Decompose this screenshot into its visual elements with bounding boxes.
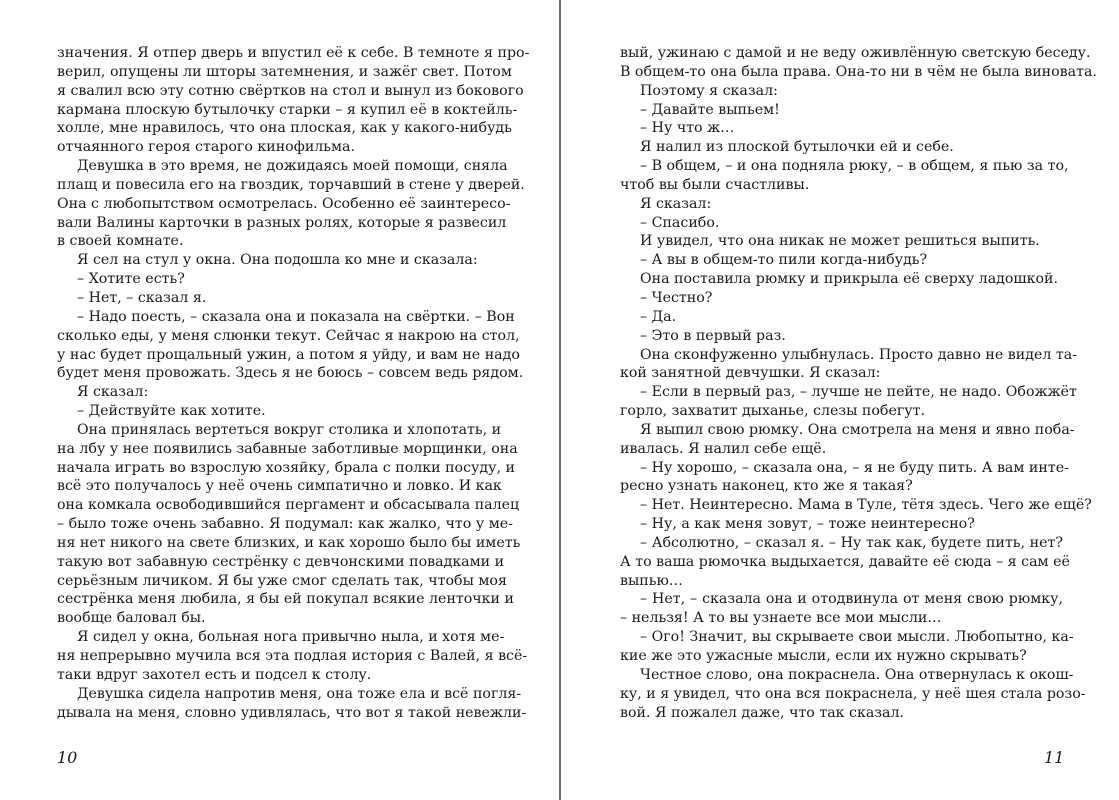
- text-line: она комкала освободившийся пергамент и обсасывала палец: [57, 497, 520, 514]
- text-line: – Давайте выпьем!: [640, 101, 780, 118]
- text-line: чтоб вы были счастливы.: [620, 176, 810, 193]
- text-line: Поэтому я сказал:: [640, 82, 778, 99]
- text-line: всё это получалось у неё очень симпатично и ловко. И как: [57, 478, 502, 495]
- text-line: вали Валины карточки в разных ролях, которые я развесил: [57, 214, 507, 231]
- text-line: дывала на меня, словно удивлялась, что вот я такой невежли-: [57, 704, 527, 721]
- text-line: И увидел, что она никак не может решиться выпить.: [640, 233, 1040, 250]
- text-line: – Нет, – сказал я.: [77, 289, 207, 306]
- text-line: – Нет, – сказала она и отодвинула от меня свою рюмку,: [640, 591, 1063, 608]
- text-line: В общем-то она была права. Она-то ни в чём не была виновата.: [620, 63, 1097, 80]
- text-line: – Нет. Неинтересно. Мама в Туле, тётя здесь. Чего же ещё?: [640, 497, 1092, 514]
- text-line: холле, мне нравилось, что она плоская, как у какого-нибудь: [57, 120, 512, 137]
- text-line: – А вы в общем-то пили когда-нибудь?: [640, 252, 928, 269]
- text-line: Она поставила рюмку и прикрыла её сверху ладошкой.: [640, 271, 1058, 288]
- text-line: – Действуйте как хотите.: [77, 403, 266, 420]
- left-page-text: [57, 44, 530, 722]
- text-line: – Абсолютно, – сказал я. – Ну так как, будете пить, нет?: [640, 534, 1063, 551]
- text-line: – было тоже очень забавно. Я подумал: как жалко, что у ме-: [57, 516, 513, 533]
- text-line: таки вдруг захотел есть и подсел к столу.: [57, 666, 372, 683]
- text-line: Она с любопытством осмотрелась. Особенно её заинтересо-: [57, 195, 511, 212]
- text-line: – Да.: [640, 308, 677, 325]
- text-line: – Ого! Значит, вы скрываете свои мысли. Любопытно, ка-: [640, 629, 1074, 646]
- text-line: – Спасибо.: [640, 214, 720, 231]
- text-line: Я налил из плоской бутылочки ей и себе.: [640, 139, 954, 156]
- text-line: сестрёнка меня любила, я бы ей покупал всякие ленточки и: [57, 591, 514, 608]
- text-line: значения. Я отпер дверь и впустил её к себе. В темноте я про-: [57, 45, 530, 61]
- text-line: А то ваша рюмочка выдыхается, давайте её сюда – я сам её: [620, 553, 1070, 570]
- text-line: начала играть во взрослую хозяйку, брала с полки посуду, и: [57, 459, 515, 476]
- text-line: Я сел на стул у окна. Она подошла ко мне и сказала:: [77, 252, 478, 269]
- right-page-text: [620, 44, 1097, 722]
- text-line: Девушка в это время, не дожидаясь моей помощи, сняла: [77, 158, 508, 175]
- text-line: Я сказал:: [640, 195, 712, 212]
- text-line: ку, и я увидел, что она вся покраснела, у неё шея стала розо-: [620, 685, 1086, 702]
- text-line: Я сидел у окна, больная нога привычно ныла, и хотя ме-: [77, 629, 505, 646]
- text-line: – Ну хорошо, – сказала она, – я не буду пить. А вам инте-: [640, 459, 1069, 476]
- text-line: верил, опущены ли шторы затемнения, и зажёг свет. Потом: [57, 63, 512, 80]
- text-line: я свалил всю эту сотню свёртков на стол и вынул из бокового: [57, 82, 524, 99]
- text-line: Я сказал:: [77, 384, 149, 401]
- text-line: Девушка сидела напротив меня, она тоже ела и всё погля-: [77, 685, 522, 702]
- text-line: – В общем, – и она подняла рюку, – в общем, я пью за то,: [640, 158, 1069, 175]
- text-line: на лбу у нее появились забавные заботливые морщинки, она: [57, 440, 518, 457]
- text-line: – Хотите есть?: [77, 271, 185, 288]
- text-line: отчаянного героя старого кинофильма.: [57, 139, 356, 156]
- text-line: – Если в первый раз, – лучше не пейте, не надо. Обожжёт: [640, 384, 1077, 401]
- text-line: плащ и повесила его на гвоздик, торчавший в стене у дверей.: [57, 176, 525, 193]
- text-line: ресно узнать наконец, кто же я такая?: [620, 478, 913, 495]
- text-line: – Надо поесть, – сказала она и показала на свёртки. – Вон: [77, 308, 515, 325]
- text-line: выпью…: [620, 572, 683, 589]
- text-line: – Это в первый раз.: [640, 327, 786, 344]
- text-line: ня нет никого на свете близких, и как хорошо было бы иметь: [57, 534, 521, 551]
- text-line: у нас будет прощальный ужин, а потом я уйду, и вам не надо: [57, 346, 520, 363]
- text-line: такую вот забавную сестрёнку с девчонскими повадками и: [57, 553, 505, 570]
- left-page-number: 10: [57, 748, 78, 767]
- text-line: вообще баловал бы.: [57, 610, 206, 627]
- text-line: горло, захватит дыханье, слезы побегут.: [620, 403, 925, 420]
- text-line: – Ну что ж…: [640, 120, 735, 137]
- text-line: серьёзным личиком. Я бы уже смог сделать так, чтобы моя: [57, 572, 507, 589]
- text-line: сколько еды, у меня слюнки текут. Сейчас я накрою на стол,: [57, 327, 520, 344]
- page-gutter: [559, 0, 561, 800]
- text-line: кой занятной девчушки. Я сказал:: [620, 365, 881, 382]
- text-line: ня непрерывно мучила вся эта подлая история с Валей, я всё-: [57, 648, 528, 664]
- text-line: Она принялась вертеться вокруг столика и хлопотать, и: [77, 421, 502, 438]
- text-line: будет меня провожать. Здесь я не боюсь – совсем ведь рядом.: [57, 365, 524, 382]
- text-line: в своей комнате.: [57, 233, 184, 250]
- text-line: вый, ужинаю с дамой и не веду оживлённую светскую беседу.: [620, 45, 1091, 61]
- text-line: Я выпил свою рюмку. Она смотрела на меня и явно поба-: [640, 421, 1075, 438]
- text-line: Она сконфуженно улыбнулась. Просто давно не видел та-: [640, 346, 1077, 363]
- text-line: кармана плоскую бутылочку старки – я купил её в коктейль-: [57, 101, 518, 118]
- text-line: ивалась. Я налил себе ещё.: [620, 440, 827, 457]
- text-line: Честное слово, она покраснела. Она отвернулась к окош-: [640, 666, 1074, 683]
- right-page-number: 11: [1044, 748, 1065, 767]
- text-line: – Честно?: [640, 289, 713, 306]
- text-line: – Ну, а как меня зовут, – тоже неинтересно?: [640, 516, 975, 533]
- text-line: кие же это ужасные мысли, если их нужно скрывать?: [620, 648, 1027, 664]
- text-line: – нельзя! А то вы узнаете все мои мысли…: [620, 610, 942, 627]
- text-line: вой. Я пожалел даже, что так сказал.: [620, 704, 905, 721]
